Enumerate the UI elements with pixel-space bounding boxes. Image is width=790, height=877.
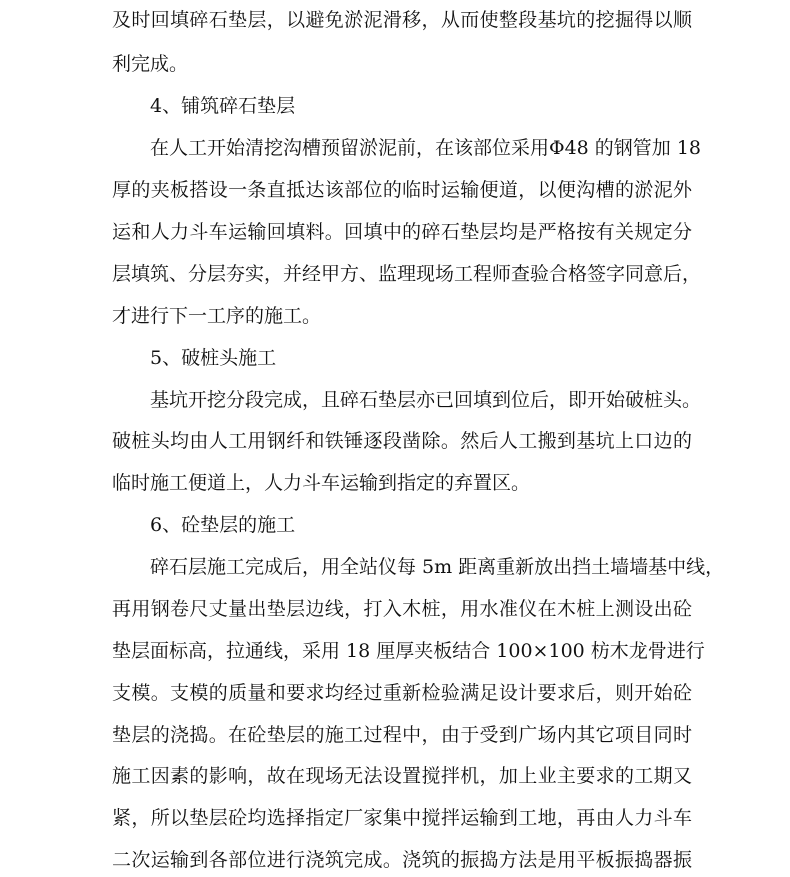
paragraph-line: 垫层面标高，拉通线，采用 18 厘厚夹板结合 100×100 枋木龙骨进行 <box>112 640 705 662</box>
paragraph-line: 基坑开挖分段完成，且碎石垫层亦已回填到位后，即开始破桩头。 <box>150 389 702 411</box>
paragraph-line: 层填筑、分层夯实，并经甲方、监理现场工程师查验合格签字同意后， <box>112 263 702 285</box>
paragraph-line: 支模。支模的质量和要求均经过重新检验满足设计要求后，则开始砼 <box>112 682 692 704</box>
paragraph-line: 再用钢卷尺丈量出垫层边线，打入木桩，用水准仪在木桩上测设出砼 <box>112 598 692 620</box>
section-heading: 6、砼垫层的施工 <box>150 514 296 536</box>
paragraph-line: 垫层的浇捣。在砼垫层的施工过程中，由于受到广场内其它项目同时 <box>112 724 692 746</box>
paragraph-line: 利完成。 <box>112 53 189 75</box>
paragraph-line: 及时回填碎石垫层，以避免淤泥滑移，从而使整段基坑的挖掘得以顺 <box>112 9 692 31</box>
section-heading: 5、破桩头施工 <box>150 347 277 369</box>
paragraph-line: 才进行下一工序的施工。 <box>112 305 322 327</box>
paragraph-line: 运和人力斗车运输回填料。回填中的碎石垫层均是严格按有关规定分 <box>112 221 692 243</box>
paragraph-line: 碎石层施工完成后，用全站仪每 5m 距离重新放出挡土墙墙基中线， <box>150 556 725 578</box>
paragraph-line: 紧，所以垫层砼均选择指定厂家集中搅拌运输到工地，再由人力斗车 <box>112 807 692 829</box>
paragraph-line: 二次运输到各部位进行浇筑完成。浇筑的振捣方法是用平板振捣器振 <box>112 849 692 871</box>
paragraph-line: 临时施工便道上，人力斗车运输到指定的弃置区。 <box>112 472 531 494</box>
paragraph-line: 在人工开始清挖沟槽预留淤泥前，在该部位采用Φ48 的钢管加 18 <box>150 137 702 159</box>
section-heading: 4、铺筑碎石垫层 <box>150 95 296 117</box>
paragraph-line: 破桩头均由人工用钢纤和铁锤逐段凿除。然后人工搬到基坑上口边的 <box>112 430 692 452</box>
paragraph-line: 施工因素的影响，故在现场无法设置搅拌机，加上业主要求的工期又 <box>112 765 692 787</box>
paragraph-line: 厚的夹板搭设一条直抵达该部位的临时运输便道，以便沟槽的淤泥外 <box>112 179 692 201</box>
